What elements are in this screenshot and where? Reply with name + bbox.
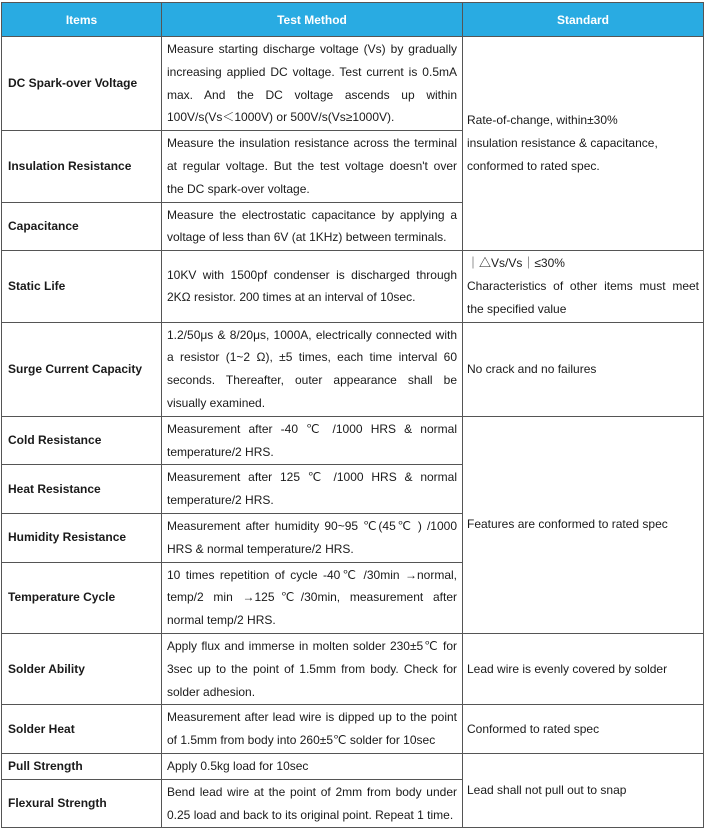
table-row xyxy=(2,322,704,416)
standard-line: insulation resistance & capacitance, xyxy=(467,136,658,151)
header-test-method: Test Method xyxy=(162,3,463,37)
standard-cell: Conformed to rated spec xyxy=(463,705,704,754)
method-cell: Measure the electrostatic capacitance by applying a voltage of less than 6V (at 1KHz) between terminals. xyxy=(162,202,463,251)
method-cell: Measurement after lead wire is dipped up to the point of 1.5mm from body into 260±5℃ solder for 10sec xyxy=(162,705,463,754)
item-cell: Temperature Cycle xyxy=(2,562,162,633)
header-items: Items xyxy=(2,3,162,37)
method-cell: Apply 0.5kg load for 10sec xyxy=(162,753,463,779)
item-cell: Capacitance xyxy=(2,202,162,251)
table-row xyxy=(2,633,704,704)
method-cell: 10 times repetition of cycle -40℃ /30min →normal, temp/2 min →125℃/30min, measurement after normal temp/2 HRS. xyxy=(162,562,463,633)
header-row xyxy=(2,3,704,37)
standard-line: Rate-of-change, within±30% xyxy=(467,113,618,128)
table-row xyxy=(2,37,704,131)
item-cell: DC Spark-over Voltage xyxy=(2,37,162,131)
item-cell: Surge Current Capacity xyxy=(2,322,162,416)
item-cell: Solder Ability xyxy=(2,633,162,704)
table-row xyxy=(2,251,704,322)
method-cell: Measurement after 125 ℃ /1000 HRS & normal temperature/2 HRS. xyxy=(162,465,463,514)
item-cell: Pull Strength xyxy=(2,753,162,779)
standard-cell: Lead wire is evenly covered by solder xyxy=(463,633,704,704)
standard-cell xyxy=(463,251,704,322)
header-standard: Standard xyxy=(463,3,704,37)
standard-line: ｜△Vs/Vs｜≤30% xyxy=(467,256,565,271)
item-cell: Humidity Resistance xyxy=(2,513,162,562)
item-cell: Insulation Resistance xyxy=(2,131,162,202)
item-cell: Cold Resistance xyxy=(2,416,162,465)
item-cell: Flexural Strength xyxy=(2,779,162,828)
method-cell: 10KV with 1500pf condenser is discharged through 2KΩ resistor. 200 times at an interval of 10sec. xyxy=(162,251,463,322)
method-cell: Measurement after -40 ℃ /1000 HRS & normal temperature/2 HRS. xyxy=(162,416,463,465)
method-cell: Measure the insulation resistance across the terminal at regular voltage. But the test voltage doesn't over the DC spark-over voltage. xyxy=(162,131,463,202)
standard-cell: No crack and no failures xyxy=(463,322,704,416)
test-specification-table xyxy=(1,2,704,828)
standard-cell xyxy=(463,37,704,251)
table-row xyxy=(2,705,704,754)
method-cell: Measure starting discharge voltage (Vs) by gradually increasing applied DC voltage. Test current is 0.5mA max. And the DC voltage ascends up within 100V/s(Vs＜1000V) or 500V/s(Vs≥1000V). xyxy=(162,37,463,131)
method-cell: Apply flux and immerse in molten solder 230±5℃ for 3sec up to the point of 1.5mm from body. Check for solder adhesion. xyxy=(162,633,463,704)
standard-line: conformed to rated spec. xyxy=(467,158,600,173)
standard-line: Characteristics of other items must meet the specified value xyxy=(467,278,699,316)
table-row xyxy=(2,416,704,465)
table-row xyxy=(2,753,704,779)
standard-cell: Features are conformed to rated spec xyxy=(463,416,704,633)
item-cell: Solder Heat xyxy=(2,705,162,754)
method-cell: Measurement after humidity 90~95 ℃(45℃ ) /1000 HRS & normal temperature/2 HRS. xyxy=(162,513,463,562)
method-cell: 1.2/50μs & 8/20μs, 1000A, electrically connected with a resistor (1~2 Ω), ±5 times, each time interval 60 seconds. Thereafter, outer appearance shall be visually examined. xyxy=(162,322,463,416)
standard-cell: Lead shall not pull out to snap xyxy=(463,753,704,827)
item-cell: Heat Resistance xyxy=(2,465,162,514)
method-cell: Bend lead wire at the point of 2mm from body under 0.25 load and back to its original point. Repeat 1 time. xyxy=(162,779,463,828)
item-cell: Static Life xyxy=(2,251,162,322)
